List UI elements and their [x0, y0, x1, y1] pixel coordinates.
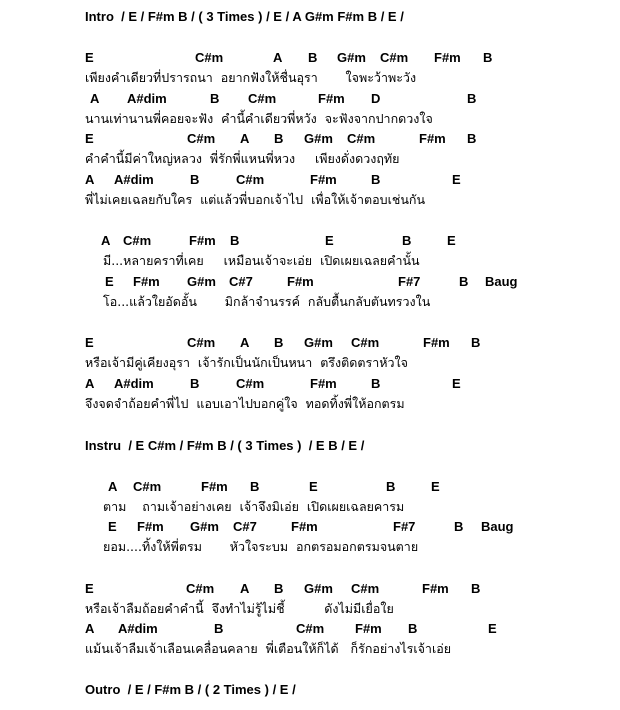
chord: F#m: [419, 131, 446, 146]
chord: E: [431, 479, 440, 494]
chord: E: [452, 172, 461, 187]
chord: C#m: [351, 581, 380, 596]
chord: F#m: [318, 91, 345, 106]
chord: B: [274, 335, 284, 350]
chord: A: [85, 172, 95, 187]
chord: E: [85, 335, 94, 350]
chord: B: [471, 581, 481, 596]
chord: A: [240, 581, 250, 596]
chord: C#m: [236, 376, 265, 391]
chord: F#m: [291, 519, 318, 534]
chord: B: [467, 131, 477, 146]
chord: B: [214, 621, 224, 636]
chord: C#m: [123, 233, 152, 248]
chord: F#m: [423, 335, 450, 350]
chord: B: [386, 479, 396, 494]
chord: E: [447, 233, 456, 248]
chord: A: [85, 621, 95, 636]
chord: B: [274, 581, 284, 596]
lyric-line: ยอม....ทิ้งให้พี่ตรม หัวใจระบม อกตรอมอกตรมจนตาย: [103, 539, 419, 554]
chord: C#m: [187, 335, 216, 350]
chord: C#m: [380, 50, 409, 65]
chord: F#m: [310, 172, 337, 187]
intro-line: Intro / E / F#m B / ( 3 Times ) / E / A G#m F#m B / E /: [85, 9, 404, 24]
chord: F#m: [422, 581, 449, 596]
chord: F#7: [398, 274, 421, 289]
chord: E: [105, 274, 114, 289]
chord: B: [471, 335, 481, 350]
chord: F#m: [310, 376, 337, 391]
chord: E: [309, 479, 318, 494]
lyric-line: หรือเจ้าลืมถ้อยคำคำนี้ จึงทำไม่รู้ไม่ชี้ ดังไม่มีเยื่อใย: [85, 601, 394, 616]
chord: G#m: [304, 335, 333, 350]
chord: B: [190, 376, 200, 391]
chord: A: [273, 50, 283, 65]
chord: B: [250, 479, 260, 494]
lyric-line: แม้นเจ้าลืมเจ้าเลือนเคลื่อนคลาย พี่เตือนให้ก็ได้ ก็รักอย่างไรเจ้าเอ่ย: [85, 641, 452, 656]
chord: G#m: [304, 131, 333, 146]
chord: B: [274, 131, 284, 146]
chord: C#m: [296, 621, 325, 636]
chord: C#m: [187, 131, 216, 146]
chord: A#dim: [114, 376, 154, 391]
chord: F#m: [137, 519, 164, 534]
chord: B: [459, 274, 469, 289]
chord: F#m: [355, 621, 382, 636]
lyric-line: หรือเจ้ามีคู่เคียงอุรา เจ้ารักเป็นนักเป็นหนา ตรึงติดตราหัวใจ: [85, 355, 408, 370]
chord: C#7: [229, 274, 253, 289]
chord: A: [85, 376, 95, 391]
chord: B: [371, 376, 381, 391]
chord: D: [371, 91, 381, 106]
chord: Baug: [485, 274, 518, 289]
chord: E: [85, 50, 94, 65]
lyric-line: พี่ไม่เคยเฉลยกับใคร แต่แล้วพี่บอกเจ้าไป เพื่อให้เจ้าตอบเช่นกัน: [85, 192, 426, 207]
chord: B: [408, 621, 418, 636]
lyric-line: เพียงคำเดียวที่ปรารถนา อยากฟังให้ชื่นอุรา ใจพะว้าพะวัง: [85, 70, 417, 85]
chord: F#m: [434, 50, 461, 65]
instru-line: Instru / E C#m / F#m B / ( 3 Times ) / E B / E /: [85, 438, 365, 453]
chord: B: [371, 172, 381, 187]
chord: A#dim: [127, 91, 167, 106]
chord: F#m: [201, 479, 228, 494]
chord: B: [402, 233, 412, 248]
chord: E: [85, 581, 94, 596]
chord: C#m: [236, 172, 265, 187]
chord: C#7: [233, 519, 257, 534]
chord: Baug: [481, 519, 514, 534]
lyric-line: คำคำนี้มีค่าใหญ่หลวง พี่รักพี่แหนพี่หวง เพียงดั่งดวงฤทัย: [85, 151, 400, 166]
chord: F#m: [133, 274, 160, 289]
chord: G#m: [304, 581, 333, 596]
chord: B: [483, 50, 493, 65]
chord: C#m: [347, 131, 376, 146]
chord: A: [101, 233, 111, 248]
lyric-line: โอ...แล้วใยอัดอั้น มิกล้าจำนรรค์ กลับตื้นกลับตันทรวงใน: [103, 294, 431, 309]
chord: E: [452, 376, 461, 391]
chord: E: [108, 519, 117, 534]
chord: C#m: [133, 479, 162, 494]
chord: E: [488, 621, 497, 636]
lyric-line: จึงจดจำถ้อยคำพี่ไป แอบเอาไปบอกคู่ใจ ทอดทิ้งพี่ให้อกตรม: [85, 396, 405, 411]
chord: G#m: [187, 274, 216, 289]
chord: A#dim: [118, 621, 158, 636]
lyric-line: ตาม ถามเจ้าอย่างเคย เจ้าจึงมิเอ่ย เปิดเผยเฉลยคารม: [103, 499, 405, 514]
outro-line: Outro / E / F#m B / ( 2 Times ) / E /: [85, 682, 296, 697]
chord: B: [454, 519, 464, 534]
chord: B: [210, 91, 220, 106]
chord: A: [90, 91, 100, 106]
chord: A: [108, 479, 118, 494]
chord: B: [308, 50, 318, 65]
chord: B: [230, 233, 240, 248]
chord: C#m: [248, 91, 277, 106]
chord: F#7: [393, 519, 416, 534]
chord: A: [240, 131, 250, 146]
chord: B: [190, 172, 200, 187]
chord: G#m: [337, 50, 366, 65]
chord: C#m: [195, 50, 224, 65]
chord: C#m: [351, 335, 380, 350]
chord: C#m: [186, 581, 215, 596]
chord: B: [467, 91, 477, 106]
chord: A#dim: [114, 172, 154, 187]
chord: E: [325, 233, 334, 248]
chord: E: [85, 131, 94, 146]
chord: F#m: [189, 233, 216, 248]
chord: G#m: [190, 519, 219, 534]
chord: F#m: [287, 274, 314, 289]
lyric-line: มี...หลายคราที่เคย เหมือนเจ้าจะเอ่ย เปิดเผยเฉลยคำนั้น: [103, 253, 420, 268]
chord: A: [240, 335, 250, 350]
lyric-line: นานเท่านานพี่คอยจะฟัง คำนี้คำเดียวพี่หวัง จะฟังจากปากดวงใจ: [85, 111, 433, 126]
